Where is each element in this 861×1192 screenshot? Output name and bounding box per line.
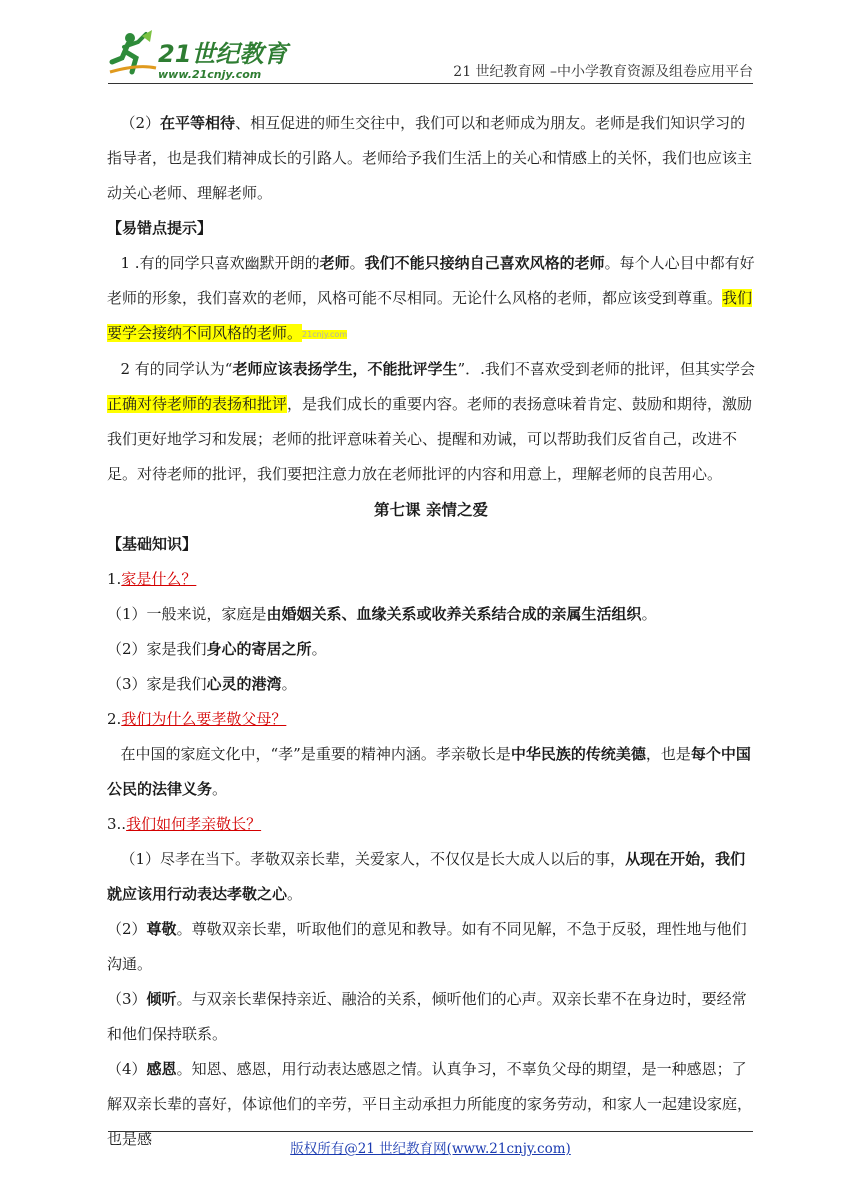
- header-title: 21 世纪教育网 –中小学教育资源及组卷应用平台: [453, 64, 753, 80]
- answer-1-3: （3）家是我们心灵的港湾。: [107, 674, 297, 693]
- answer-2: 在中国的家庭文化中，“孝”是重要的精神内涵。孝亲敬长是中华民族的传统美德，也是每个中国公民的法律义务。: [107, 744, 751, 798]
- footer-divider: [108, 1131, 753, 1132]
- question-2: 2.我们为什么要孝敬父母？: [107, 709, 287, 728]
- paragraph-teacher-friendship: （2）在平等相待、相互促进的师生交往中，我们可以和老师成为朋友。老师是我们知识学习的指导者，也是我们精神成长的引路人。老师给予我们生活上的关心和情感上的关怀，我们也应该主动关心老师、理解老师。: [107, 114, 753, 202]
- page-header: [0, 0, 861, 90]
- answer-3-1: （1）尽孝在当下。孝敬双亲长辈，关爱家人，不仅仅是长大成人以后的事，从现在开始，我们就应该用行动表达孝敬之心。: [107, 849, 746, 903]
- highlight-criticism: 正确对待老师的表扬和批评: [107, 394, 288, 413]
- header-divider: [108, 83, 753, 84]
- lesson-title: 第七课 亲情之爱: [374, 499, 488, 519]
- highlight-accept-styles: 我们要学会接纳不同风格的老师。: [107, 289, 753, 342]
- logo-url: www.21cnjy.com: [158, 68, 262, 81]
- logo-text: 21世纪教育: [158, 40, 288, 68]
- tip-heading: 【易错点提示】: [107, 219, 213, 237]
- footer-copyright-link[interactable]: 版权所有@21 世纪教育网(www.21cnjy.com): [290, 1141, 571, 1157]
- answer-1-1: （1）一般来说，家庭是由婚姻关系、血缘关系或收养关系结合成的亲属生活组织。: [107, 604, 657, 623]
- runner-icon: [110, 30, 156, 72]
- site-logo: [108, 28, 308, 84]
- question-1: 1.家是什么？: [107, 569, 197, 588]
- answer-3-3: （3）倾听。与双亲长辈保持亲近、融洽的关系，倾听他们的心声。双亲长辈不在身边时，要经常和他们保持联系。: [107, 989, 747, 1043]
- question-3: 3..我们如何孝亲敬长？: [107, 814, 262, 833]
- document-body: [107, 106, 755, 1157]
- tip-item-1: 1 .有的同学只喜欢幽默开朗的老师。我们不能只接纳自己喜欢风格的老师。每个人心目中都有好老师的形象，我们喜欢的老师，风格可能不尽相同。无论什么风格的老师，都应该受到尊重。我们要学会接纳不同风格的老师。21cnjy.com: [107, 254, 755, 342]
- answer-1-2: （2）家是我们身心的寄居之所。: [107, 639, 327, 658]
- basic-knowledge-heading: 【基础知识】: [107, 534, 198, 553]
- watermark: 21cnjy.com: [302, 329, 348, 339]
- tip-item-2: 2 有的同学认为“老师应该表扬学生，不能批评学生”．.我们不喜欢受到老师的批评，但其实学会正确对待老师的表扬和批评，是我们成长的重要内容。老师的表扬意味着肯定、鼓励和期待，激励我们更好地学习和发展；老师的批评意味着关心、提醒和劝诫，可以帮助我们反省自己，改进不足。对待老师的批评，我们要把注意力放在老师批评的内容和用意上，理解老师的良苦用心。: [107, 359, 755, 483]
- answer-3-4: （4）感恩。知恩、感恩，用行动表达感恩之情。认真争习，不辜负父母的期望，是一种感恩；了解双亲长辈的喜好，体谅他们的辛劳，平日主动承担力所能度的家务劳动，和家人一起建设家庭，也是感: [107, 1059, 753, 1148]
- answer-3-2: （2）尊敬。尊敬双亲长辈，听取他们的意见和教导。如有不同见解，不急于反驳，理性地与他们沟通。: [107, 919, 747, 973]
